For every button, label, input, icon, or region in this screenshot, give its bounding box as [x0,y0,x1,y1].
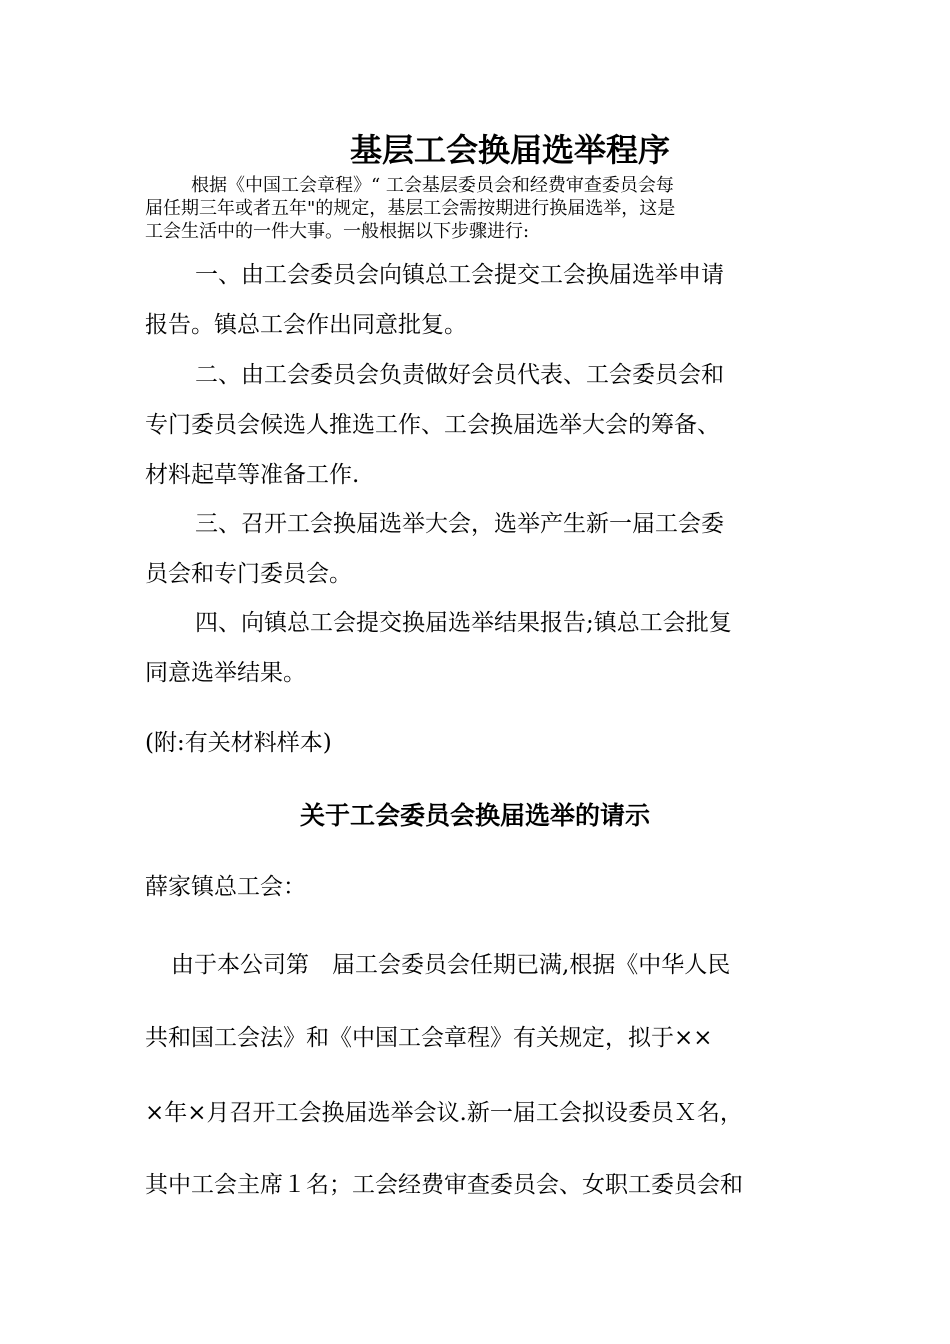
request-addressee: 薛家镇总工会： [145,874,306,900]
step-2-paragraph [145,350,825,500]
step-line: 二、由工会委员会负责做好会员代表、工会委员会和 [195,362,724,388]
intro-line: 根据《中国工会章程》“ 工会基层委员会和经费审查委员会每 [191,175,674,196]
step-line: 三、召开工会换届选举大会，选举产生新一届工会委 [195,511,724,537]
step-line: 报告。镇总工会作出同意批复。 [145,312,467,338]
step-3-paragraph [145,499,825,599]
step-1-paragraph [145,250,825,350]
document-title: 基层工会换届选举程序 [349,131,670,169]
request-title: 关于工会委员会换届选举的请示 [299,801,650,830]
step-line: 一、由工会委员会向镇总工会提交工会换届选举申请 [195,262,724,288]
intro-paragraph [145,174,815,243]
attachment-note-text: (附:有关材料样本) [145,730,332,756]
step-4-paragraph [145,598,825,698]
step-line: 员会和专门委员会。 [145,561,352,587]
intro-line: 工会生活中的一件大事。一般根据以下步骤进行: [145,221,530,242]
step-line: 同意选举结果。 [145,660,306,686]
request-body-line: 其中工会主席１名；工会经费审查委员会、女职工委员会和 [145,1172,743,1198]
step-line: 材料起草等准备工作. [145,462,360,488]
request-body-line: 共和国工会法》和《中国工会章程》有关规定，拟于×× [145,1025,713,1051]
step-line: 专门委员会候选人推选工作、工会换届选举大会的筹备、 [145,412,720,438]
intro-line: 届任期三年或者五年"的规定，基层工会需按期进行换届选举，这是 [145,198,676,219]
request-body-line: ×年×月召开工会换届选举会议.新一届工会拟设委员Ｘ名， [145,1100,743,1126]
step-line: 四、向镇总工会提交换届选举结果报告;镇总工会批复 [195,610,732,636]
request-body-line: 由于本公司第 届工会委员会任期已满,根据《中华人民 [171,952,731,978]
attachment-note [145,718,825,768]
